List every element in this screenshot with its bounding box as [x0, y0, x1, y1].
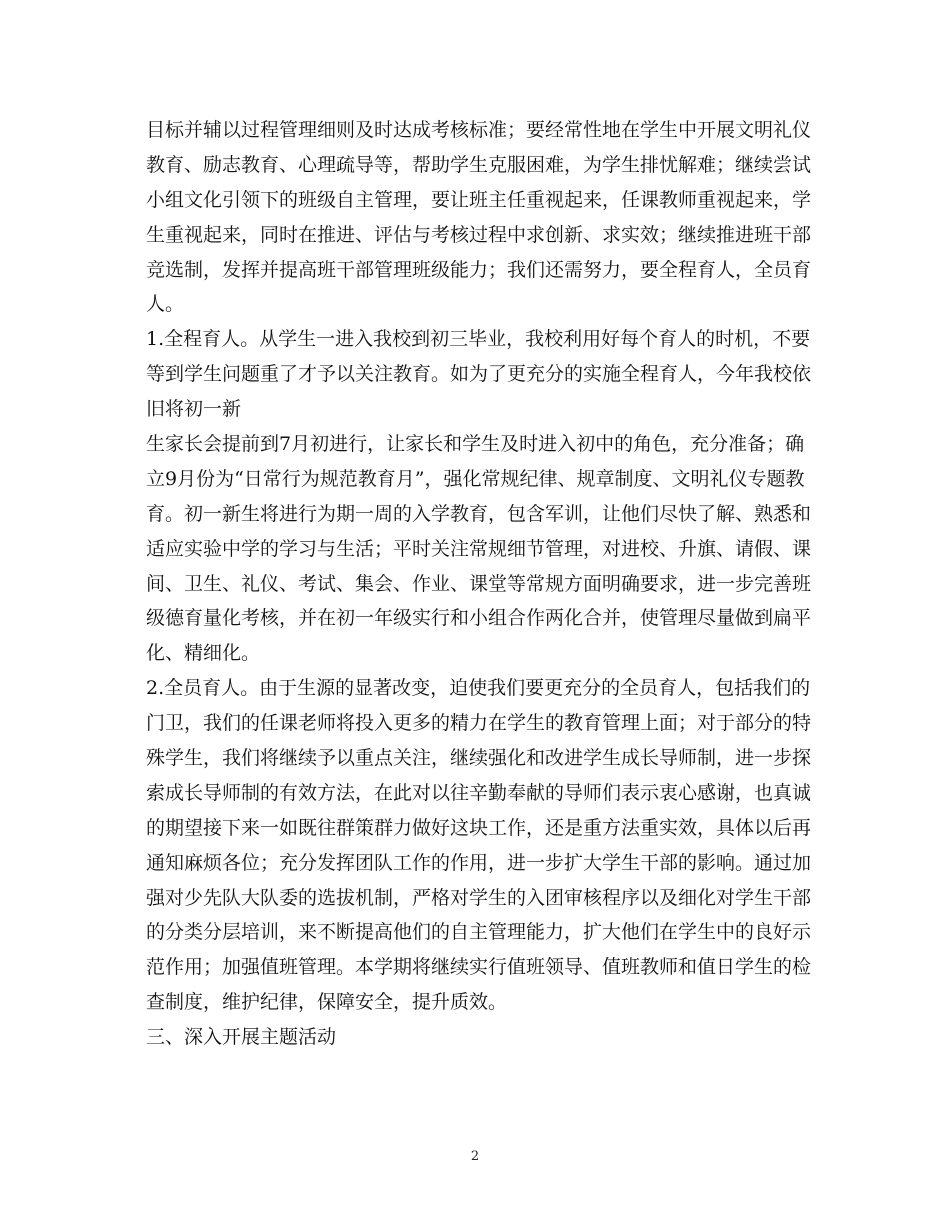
text-line: 强对少先队大队委的选拔机制，严格对学生的入团审核程序以及细化对学生干部	[146, 886, 812, 909]
text-line: 适应实验中学的学习与生活；平时关注常规细节管理，对进校、升旗、请假、课	[146, 537, 812, 560]
section-heading: 三、深入开展主题活动	[146, 1026, 337, 1049]
text-line: 级德育量化考核，并在初一年级实行和小组合作两化合并，使管理尽量做到扁平	[146, 607, 812, 630]
text-line: 育。初一新生将进行为期一周的入学教育，包含军训，让他们尽快了解、熟悉和	[146, 502, 812, 525]
text-line: 的分类分层培训，来不断提高他们的自主管理能力，扩大他们在学生中的良好示	[146, 921, 812, 944]
text-line: 立9月份为“日常行为规范教育月”，强化常规纪律、规章制度、文明礼仪专题教	[146, 467, 805, 490]
text-line: 1.全程育人。从学生一进入我校到初三毕业，我校利用好每个育人的时机，不要	[146, 328, 811, 351]
text-line: 的期望接下来一如既往群策群力做好这块工作，还是重方法重实效，具体以后再	[146, 816, 812, 839]
text-line: 范作用；加强值班管理。本学期将继续实行值班领导、值班教师和值日学生的检	[146, 956, 812, 979]
text-line: 生家长会提前到7月初进行，让家长和学生及时进入初中的角色，充分准备；确	[146, 433, 805, 456]
text-line: 殊学生，我们将继续予以重点关注，继续强化和改进学生成长导师制，进一步探	[146, 747, 812, 770]
text-line: 门卫，我们的任课老师将投入更多的精力在学生的教育管理上面；对于部分的特	[146, 712, 812, 735]
text-line: 索成长导师制的有效方法，在此对以往辛勤奉献的导师们表示衷心感谢，也真诚	[146, 781, 812, 804]
text-line: 竞选制，发挥并提高班干部管理班级能力；我们还需努力，要全程育人，全员育	[146, 258, 812, 281]
text-line: 查制度，维护纪律，保障安全，提升质效。	[146, 991, 508, 1014]
text-line: 教育、励志教育、心理疏导等，帮助学生克服困难，为学生排忧解难；继续尝试	[146, 153, 812, 176]
text-line: 通知麻烦各位；充分发挥团队工作的作用，进一步扩大学生干部的影响。通过加	[146, 851, 812, 874]
text-line: 目标并辅以过程管理细则及时达成考核标准；要经常性地在学生中开展文明礼仪	[146, 119, 812, 141]
text-line: 化、精细化。	[146, 642, 261, 665]
text-line: 人。	[146, 293, 185, 316]
text-line: 2.全员育人。由于生源的显著改变，迫使我们要更充分的全员育人，包括我们的	[146, 677, 811, 700]
text-line: 小组文化引领下的班级自主管理，要让班主任重视起来，任课教师重视起来，学	[146, 188, 812, 211]
page-number: 2	[470, 1149, 480, 1164]
text-line: 生重视起来，同时在推进、评估与考核过程中求创新、求实效；继续推进班干部	[146, 223, 812, 246]
body-text	[146, 113, 818, 1055]
text-line: 等到学生问题重了才予以关注教育。如为了更充分的实施全程育人，今年我校依	[146, 363, 812, 386]
text-line: 间、卫生、礼仪、考试、集会、作业、课堂等常规方面明确要求，进一步完善班	[146, 572, 812, 595]
text-line: 旧将初一新	[146, 398, 242, 421]
